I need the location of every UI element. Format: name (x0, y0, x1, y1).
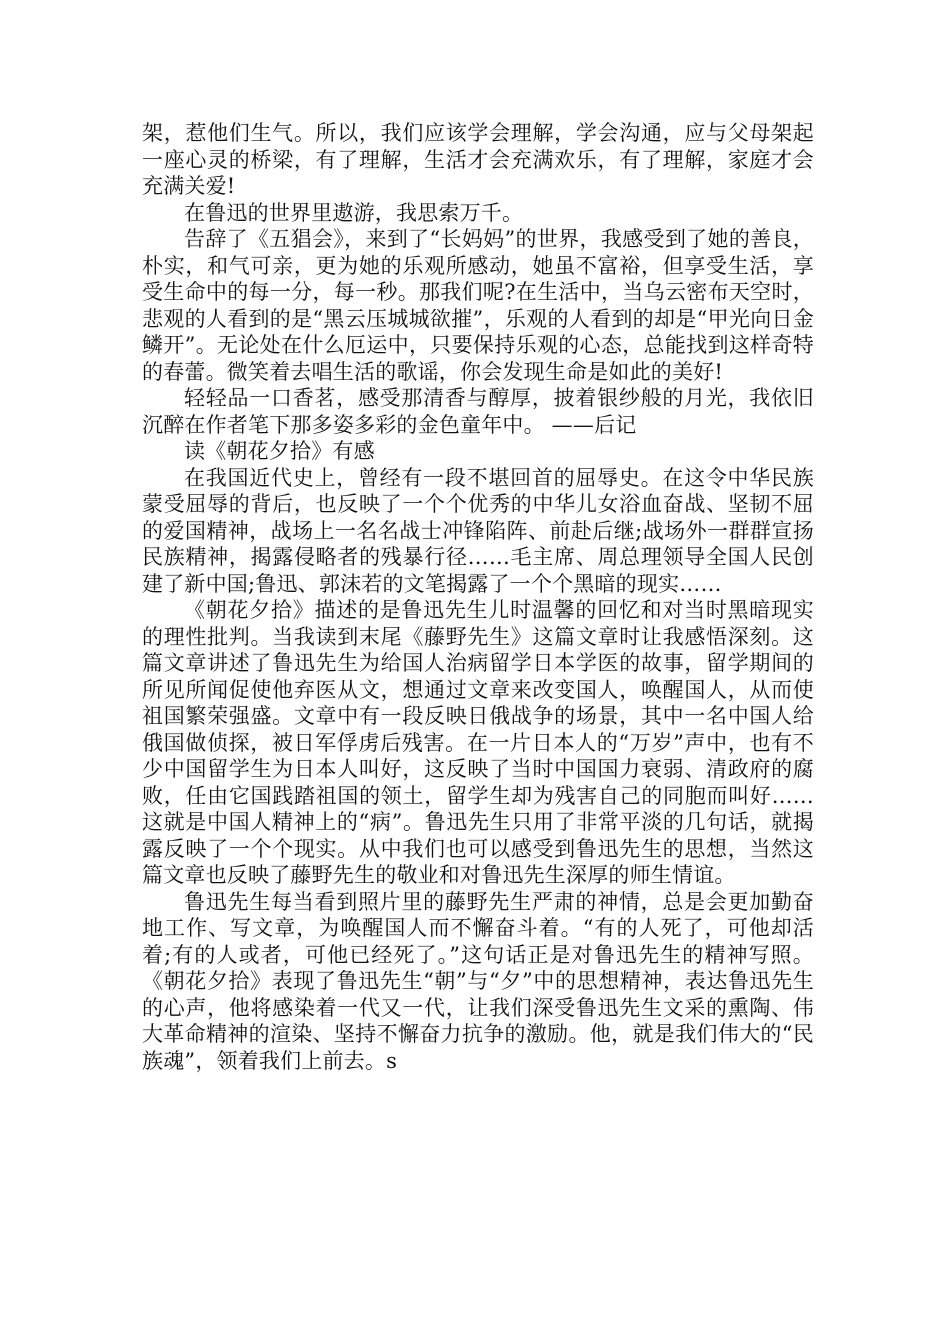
paragraph-8: 鲁迅先生每当看到照片里的藤野先生严肃的神情，总是会更加勤奋地工作、写文章，为唤醒国人而不懈奋斗着。“有的人死了，可他却活着;有的人或者，可他已经死了。”这句话正是对鲁迅先生的精神写照。《朝花夕拾》表现了鲁迅先生“朝”与“夕”中的思想精神，表达鲁迅先生的心声，他将感染着一代又一代，让我们深受鲁迅先生文采的熏陶、伟大革命精神的渲染、坚持不懈奋力抗争的激励。他，就是我们伟大的“民族魂”，领着我们上前去。s (142, 889, 814, 1073)
paragraph-4: 轻轻品一口香茗，感受那清香与醇厚，披着银纱般的月光，我依旧沉醉在作者笔下那多姿多彩的金色童年中。 ——后记 (142, 386, 814, 437)
paragraph-3: 告辞了《五猖会》，来到了“长妈妈”的世界，我感受到了她的善良，朴实，和气可亲，更为她的乐观所感动，她虽不富裕，但享受生活，享受生命中的每一分，每一秒。那我们呢?在生活中，当乌云密布天空时，悲观的人看到的是“黑云压城城欲摧”，乐观的人看到的却是“甲光向日金鳞开”。无论处在什么厄运中，只要保持乐观的心态，总能找到这样奇特的春蕾。微笑着去唱生活的歌谣，你会发现生命是如此的美好! (142, 227, 814, 384)
paragraph-7: 《朝花夕拾》描述的是鲁迅先生儿时温馨的回忆和对当时黑暗现实的理性批判。当我读到末尾《藤野先生》这篇文章时让我感悟深刻。这篇文章讲述了鲁迅先生为给国人治病留学日本学医的故事，留学期间的所见所闻促使他弃医从文，想通过文章来改变国人，唤醒国人，从而使祖国繁荣强盛。文章中有一段反映日俄战争的场景，其中一名中国人给俄国做侦探，被日军俘虏后残害。在一片日本人的“万岁”声中，也有不少中国留学生为日本人叫好，这反映了当时中国国力衰弱、清政府的腐败，任由它国践踏祖国的领土，留学生却为残害自己的同胞而叫好……这就是中国人精神上的“病”。鲁迅先生只用了非常平淡的几句话，就揭露反映了一个个现实。从中我们也可以感受到鲁迅先生的思想，当然这篇文章也反映了藤野先生的敬业和对鲁迅先生深厚的师生情谊。 (142, 598, 814, 887)
section-title: 读《朝花夕拾》有感 (184, 439, 375, 463)
paragraph-6: 在我国近代史上，曾经有一段不堪回首的屈辱史。在这令中华民族蒙受屈辱的背后，也反映了一个个优秀的中华儿女浴血奋战、坚韧不屈的爱国精神，战场上一名名战士冲锋陷阵、前赴后继;战场外一群群宣扬民族精神，揭露侵略者的残暴行径……毛主席、周总理领导全国人民创建了新中国;鲁迅、郭沫若的文笔揭露了一个个黑暗的现实…… (142, 465, 814, 596)
paragraph-2: 在鲁迅的世界里遨游，我思索万千。 (184, 200, 524, 225)
paragraph-1: 架，惹他们生气。所以，我们应该学会理解，学会沟通，应与父母架起一座心灵的桥梁，有了理解，生活才会充满欢乐，有了理解，家庭才会充满关爱! (142, 121, 814, 198)
document-body (142, 120, 814, 1074)
